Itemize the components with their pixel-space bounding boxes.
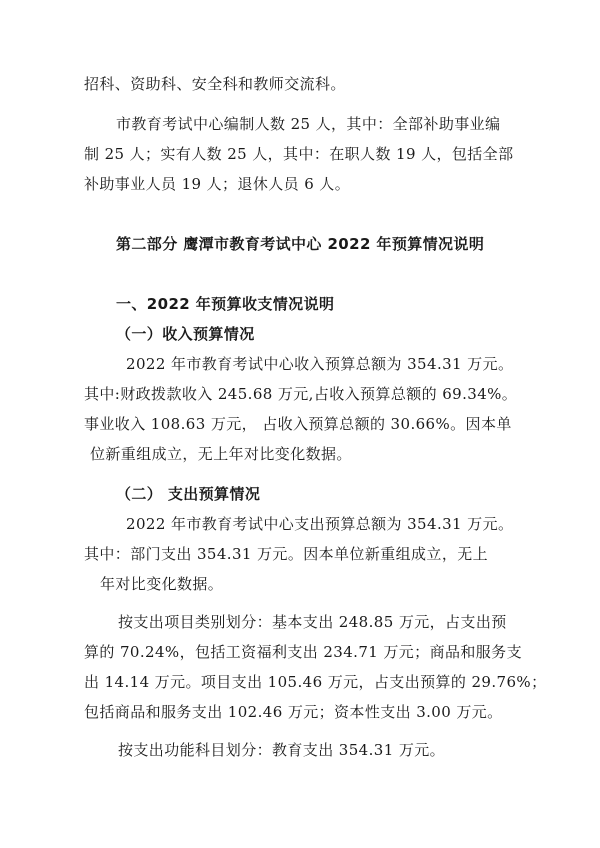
part-title: 第二部分 鹰潭市教育考试中心 2022 年预算情况说明 — [116, 235, 485, 253]
by-type-paragraph-line-1: 按支出项目类别划分：基本支出 248.85 万元，占支出预 — [118, 613, 507, 631]
staffing-paragraph-line-2: 制 25 人；实有人数 25 人，其中：在职人数 19 人，包括全部 — [84, 145, 514, 163]
by-type-paragraph-line-2: 算的 70.24%，包括工资福利支出 234.71 万元；商品和服务支 — [84, 643, 522, 661]
by-type-paragraph-line-4: 包括商品和服务支出 102.46 万元；资本性支出 3.00 万元。 — [84, 703, 503, 721]
staffing-paragraph-line-1: 市教育考试中心编制人数 25 人，其中：全部补助事业编 — [116, 115, 501, 133]
income-paragraph-line-1: 2022 年市教育考试中心收入预算总额为 354.31 万元。 — [126, 355, 514, 373]
expense-paragraph-line-2: 其中：部门支出 354.31 万元。因本单位新重组成立，无上 — [84, 545, 489, 563]
by-type-paragraph-line-3: 出 14.14 万元。项目支出 105.46 万元，占支出预算的 29.76%； — [84, 673, 547, 691]
income-paragraph-line-2: 其中:财政拨款收入 245.68 万元,占收入预算总额的 69.34%。 — [84, 385, 518, 403]
expense-paragraph-line-3: 年对比变化数据。 — [100, 575, 224, 593]
by-function-paragraph-line-1: 按支出功能科目划分：教育支出 354.31 万元。 — [118, 741, 446, 759]
expense-heading: （二） 支出预算情况 — [116, 485, 261, 503]
paragraph-continuation-line: 招科、资助科、安全科和教师交流科。 — [84, 75, 346, 93]
income-paragraph-line-3: 事业收入 108.63 万元， 占收入预算总额的 30.66%。因本单 — [84, 415, 512, 433]
staffing-paragraph-line-3: 补助事业人员 19 人；退休人员 6 人。 — [84, 175, 351, 193]
income-heading: （一）收入预算情况 — [116, 325, 255, 343]
section-one-title: 一、2022 年预算收支情况说明 — [116, 295, 335, 313]
expense-paragraph-line-1: 2022 年市教育考试中心支出预算总额为 354.31 万元。 — [126, 515, 514, 533]
income-paragraph-line-4: 位新重组成立，无上年对比变化数据。 — [90, 445, 352, 463]
